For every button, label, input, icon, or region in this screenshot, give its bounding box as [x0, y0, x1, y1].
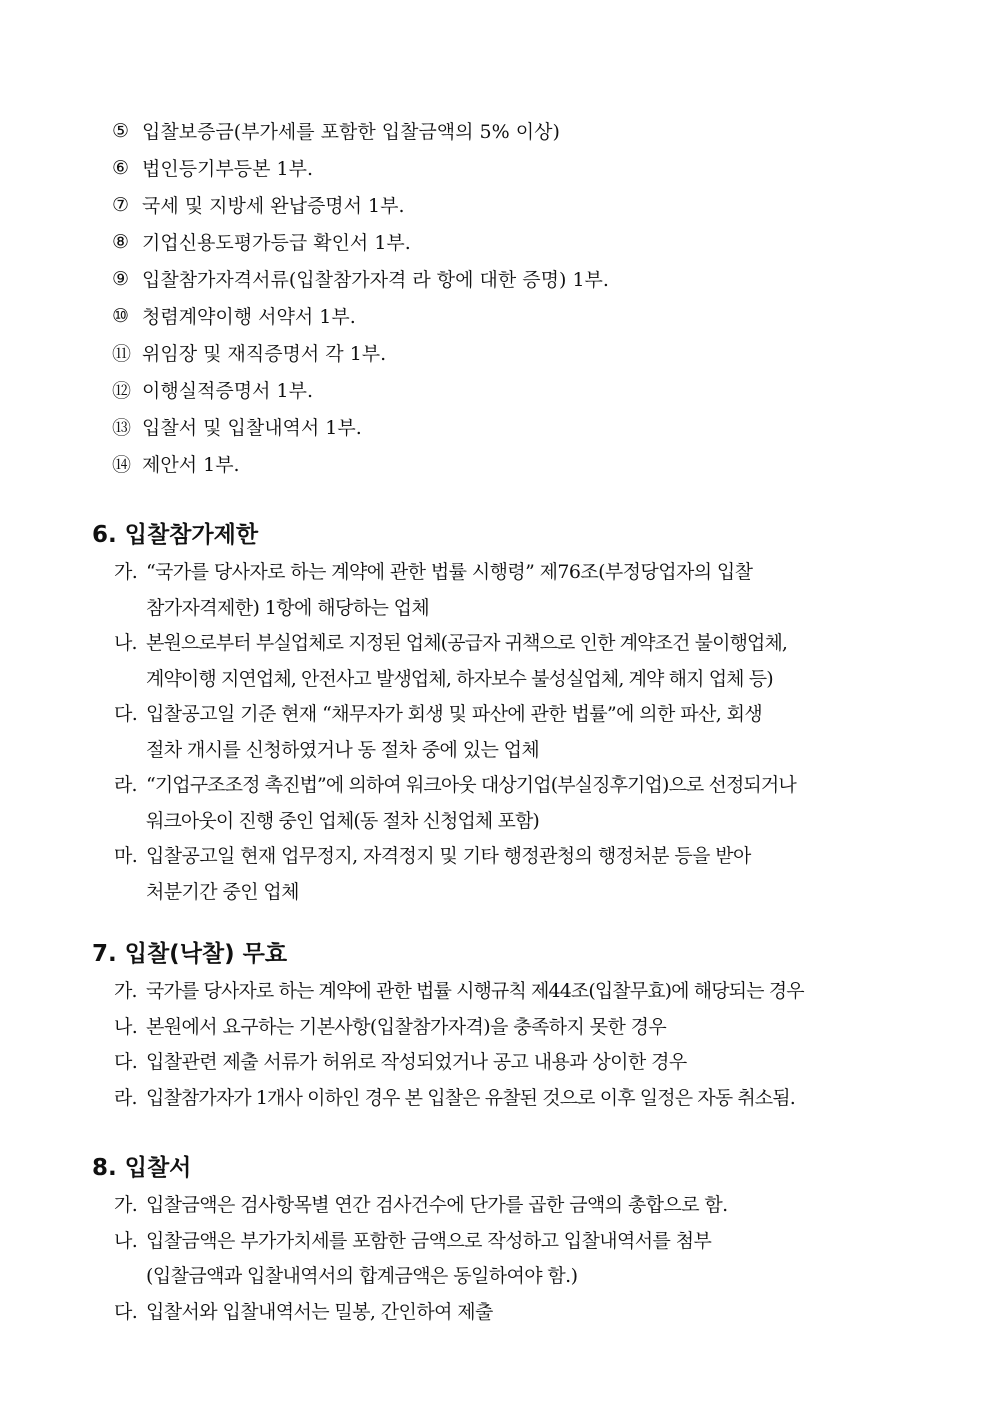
item-text: “국가를 당사자로 하는 계약에 관한 법률 시행령” 제76조(부정당업자의 입찰: [146, 561, 753, 584]
list-marker: ⑫: [112, 380, 132, 402]
list-item-text: 기업신용도평가등급 확인서 1부.: [142, 232, 411, 254]
item-marker: 나.: [114, 1229, 138, 1252]
list-marker: ⑨: [112, 267, 130, 290]
section-item: [114, 766, 952, 837]
item-text-continued: 참가자격제한) 1항에 해당하는 업체: [146, 596, 430, 619]
list-marker: ⑤: [112, 119, 130, 142]
item-marker: 다.: [114, 1051, 138, 1074]
list-item: [112, 371, 932, 408]
list-item-text: 입찰참가자격서류(입찰참가자격 라 항에 대한 증명) 1부.: [142, 269, 609, 291]
list-item-text: 위임장 및 재직증명서 각 1부.: [142, 343, 387, 365]
section-item: [114, 1008, 952, 1044]
section-bid-form: [92, 1150, 952, 1328]
list-item: [112, 186, 932, 223]
list-item: [112, 334, 932, 371]
section-title: 6. 입찰참가제한: [92, 522, 259, 548]
item-marker: 다.: [114, 1300, 138, 1323]
section-item: [114, 553, 952, 624]
section-item: [114, 1186, 952, 1222]
item-text: 본원으로부터 부실업체로 지정된 업체(공급자 귀책으로 인한 계약조건 불이행업체,: [146, 632, 788, 655]
item-text: 본원에서 요구하는 기본사항(입찰참가자격)을 충족하지 못한 경우: [146, 1015, 667, 1038]
list-marker: ⑬: [112, 417, 132, 439]
item-marker: 다.: [114, 703, 138, 726]
list-item: [112, 408, 932, 445]
item-text-continued: (입찰금액과 입찰내역서의 합계금액은 동일하여야 함.): [146, 1265, 578, 1288]
list-item: [112, 149, 932, 186]
list-item: [112, 445, 932, 482]
list-item-text: 청렴계약이행 서약서 1부.: [142, 306, 356, 328]
item-text: “기업구조조정 촉진법”에 의하여 워크아웃 대상기업(부실징후기업)으로 선정되거나: [146, 774, 796, 797]
list-item-text: 국세 및 지방세 완납증명서 1부.: [142, 195, 405, 217]
section-item: [114, 1293, 952, 1329]
list-marker: ⑭: [112, 454, 132, 476]
item-text-continued: 워크아웃이 진행 중인 업체(동 절차 신청업체 포함): [146, 809, 539, 832]
section-item: [114, 624, 952, 695]
item-marker: 마.: [114, 845, 138, 868]
section-item: [114, 1222, 952, 1293]
list-marker: ⑩: [112, 304, 130, 327]
item-text: 입찰관련 제출 서류가 허위로 작성되었거나 공고 내용과 상이한 경우: [146, 1051, 687, 1074]
item-marker: 가.: [114, 561, 138, 584]
list-item-text: 제안서 1부.: [142, 454, 240, 476]
item-marker: 가.: [114, 980, 137, 1003]
section-item: [114, 837, 952, 908]
item-marker: 라.: [114, 774, 137, 797]
section-bid-invalidity: [92, 936, 952, 1114]
list-item-text: 입찰서 및 입찰내역서 1부.: [142, 417, 362, 439]
list-marker: ⑦: [112, 193, 130, 216]
list-item-text: 이행실적증명서 1부.: [142, 380, 313, 402]
list-item-text: 법인등기부등본 1부.: [142, 158, 313, 180]
item-text: 입찰금액은 검사항목별 연간 검사건수에 단가를 곱한 금액의 총합으로 함.: [146, 1194, 728, 1217]
item-text-continued: 처분기간 중인 업체: [146, 880, 299, 903]
list-marker: ⑪: [112, 343, 132, 365]
item-text: 입찰공고일 현재 업무정지, 자격정지 및 기타 행정관청의 행정처분 등을 받아: [146, 845, 751, 868]
item-text: 국가를 당사자로 하는 계약에 관한 법률 시행규칙 제44조(입찰무효)에 해당되는 경우: [146, 980, 804, 1003]
list-item: [112, 260, 932, 297]
item-text-continued: 절차 개시를 신청하였거나 동 절차 중에 있는 업체: [146, 738, 540, 761]
list-item: [112, 223, 932, 260]
item-text: 입찰금액은 부가가치세를 포함한 금액으로 작성하고 입찰내역서를 첨부: [146, 1229, 712, 1252]
item-marker: 라.: [114, 1086, 137, 1109]
item-marker: 나.: [114, 1015, 138, 1038]
item-text: 입찰참가자가 1개사 이하인 경우 본 입찰은 유찰된 것으로 이후 일정은 자동 취소됨.: [146, 1086, 795, 1109]
item-text-continued: 계약이행 지연업체, 안전사고 발생업체, 하자보수 불성실업체, 계약 해지 업체 등): [146, 667, 773, 690]
section-item: [114, 972, 952, 1008]
list-item: [112, 112, 932, 149]
section-item: [114, 695, 952, 766]
item-marker: 가.: [114, 1194, 138, 1217]
section-title: 7. 입찰(낙찰) 무효: [92, 941, 288, 967]
section-item: [114, 1043, 952, 1079]
section-title: 8. 입찰서: [92, 1155, 192, 1181]
item-marker: 나.: [114, 632, 137, 655]
section-bid-participation-restriction: [92, 517, 952, 908]
list-marker: ⑥: [112, 156, 130, 179]
list-marker: ⑧: [112, 230, 130, 253]
required-documents-list: [112, 112, 932, 482]
list-item: [112, 297, 932, 334]
section-item: [114, 1079, 952, 1115]
list-item-text: 입찰보증금(부가세를 포함한 입찰금액의 5% 이상): [142, 121, 560, 143]
item-text: 입찰공고일 기준 현재 “채무자가 회생 및 파산에 관한 법률”에 의한 파산, 회생: [146, 703, 763, 726]
item-text: 입찰서와 입찰내역서는 밀봉, 간인하여 제출: [146, 1300, 493, 1323]
